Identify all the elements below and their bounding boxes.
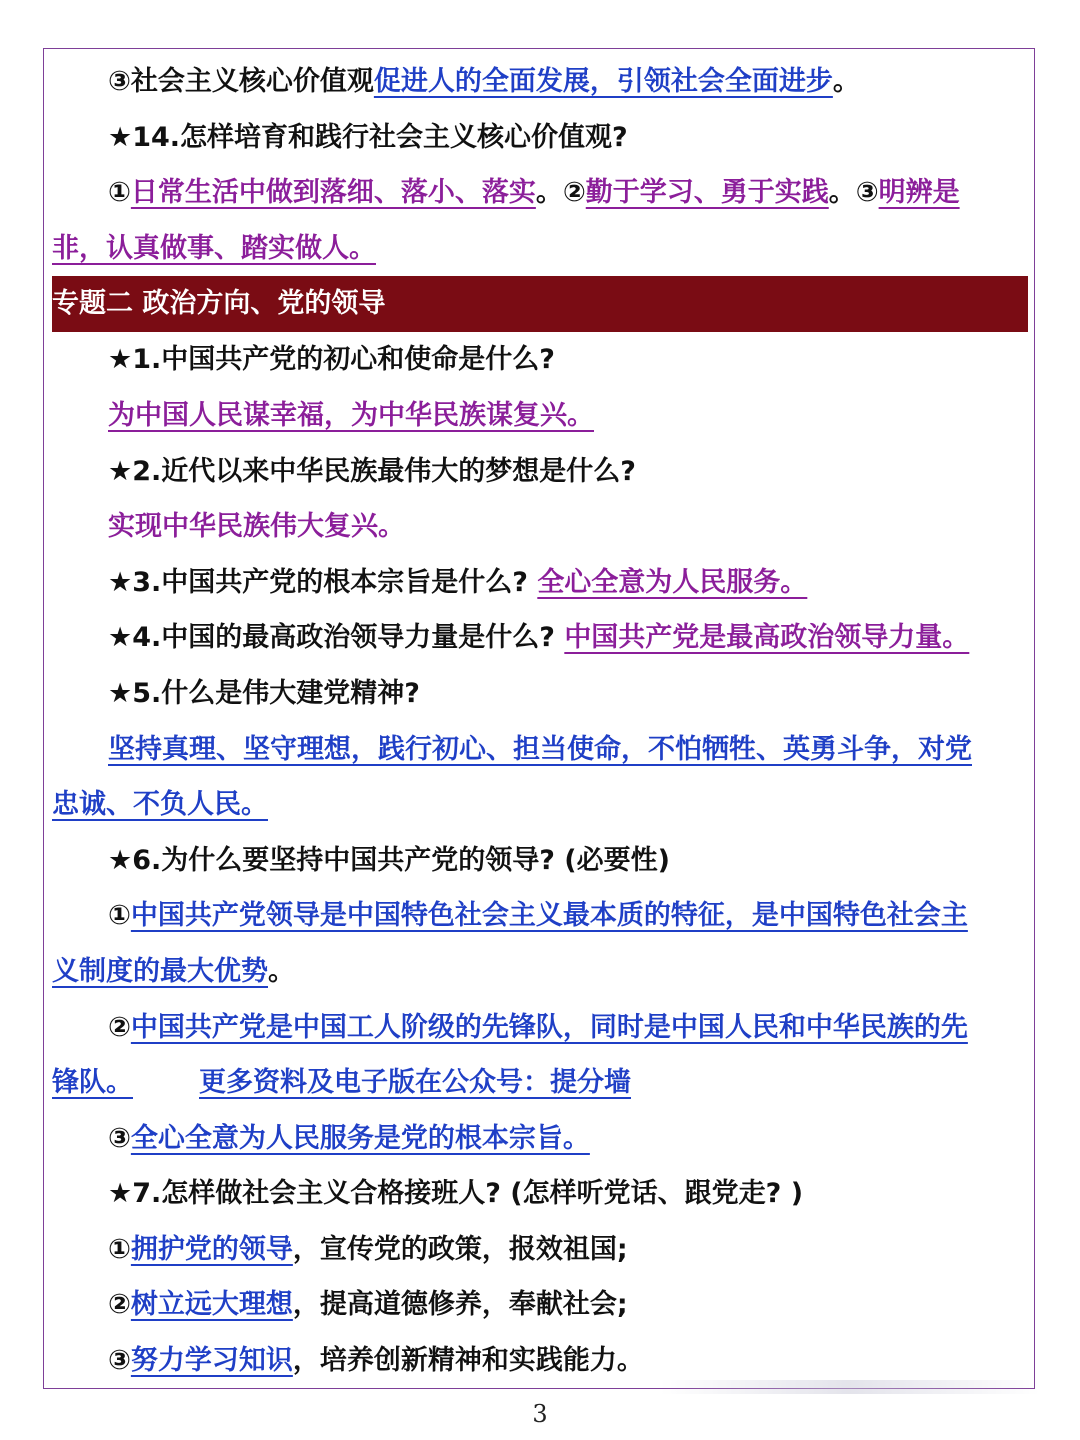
- key-point-blue: 中国共产党领导是中国特色社会主义最本质的特征，是中国特色社会主: [130, 900, 968, 932]
- key-point-purple: 全心全意为人民服务。: [537, 566, 808, 598]
- key-point-purple: 明辨是: [878, 177, 960, 209]
- text-line: [52, 1166, 1028, 1222]
- text-line: [52, 110, 1028, 166]
- text-line: [52, 1277, 1028, 1333]
- watermark-smudge: [660, 1380, 1040, 1394]
- body-text: ③社会主义核心价值观: [108, 66, 374, 97]
- text-line: [52, 833, 1028, 889]
- body-text: ★7.怎样做社会主义合格接班人? (怎样听党话、跟党走? ): [108, 1178, 804, 1210]
- body-text: 。②: [535, 177, 586, 209]
- body-text: ①: [108, 177, 131, 209]
- text-line: [52, 777, 1028, 833]
- body-text: 。: [268, 955, 295, 987]
- text-line: [52, 610, 1028, 666]
- body-text: ③: [108, 1122, 131, 1154]
- body-text: ★2.近代以来中华民族最伟大的梦想是什么?: [108, 455, 636, 487]
- section-heading: 专题二 政治方向、党的领导: [52, 276, 1028, 332]
- key-point-blue: 坚持真理、坚守理想，践行初心、担当使命，不怕牺牲、英勇斗争，对党: [108, 733, 972, 765]
- text-line: [52, 1055, 1028, 1111]
- body-text: ★4.中国的最高政治领导力量是什么?: [108, 622, 565, 654]
- body-text: 。③: [828, 177, 879, 209]
- body-text: ①: [108, 1233, 131, 1265]
- body-text: ★6.为什么要坚持中国共产党的领导? (必要性): [108, 844, 670, 876]
- key-point-blue: 义制度的最大优势: [52, 955, 268, 987]
- body-text: 。: [832, 66, 860, 97]
- text-line: [52, 944, 1028, 1000]
- key-point-blue: 拥护党的领导: [130, 1233, 293, 1265]
- key-point-blue: 中国共产党是中国工人阶级的先锋队，同时是中国人民和中华民族的先: [130, 1011, 968, 1043]
- page-number: 3: [532, 1400, 548, 1428]
- body-text: ，培养创新精神和实践能力。: [292, 1345, 644, 1377]
- text-line: [52, 388, 1028, 444]
- body-text: ①: [108, 900, 131, 932]
- body-text: ，提高道德修养，奉献社会;: [292, 1289, 628, 1321]
- text-line: [52, 722, 1028, 778]
- body-text: ②: [108, 1011, 131, 1043]
- text-line: [52, 1222, 1028, 1278]
- body-text: ，宣传党的政策，报效祖国;: [292, 1233, 628, 1265]
- key-point-purple: 日常生活中做到落细、落小、落实: [130, 177, 536, 209]
- text-line: [52, 332, 1028, 388]
- text-line: [52, 165, 1028, 221]
- key-point-blue: 努力学习知识: [130, 1345, 293, 1377]
- text-line: [52, 666, 1028, 722]
- key-point-purple: 中国共产党是最高政治领导力量。: [564, 622, 970, 654]
- key-point-blue: 忠诚、不负人民。: [52, 789, 268, 821]
- document-body: [52, 54, 1028, 1389]
- body-text: ★14.怎样培育和践行社会主义核心价值观?: [108, 121, 628, 153]
- key-point-purple: 为中国人民谋幸福，为中华民族谋复兴。: [108, 399, 594, 431]
- key-point-purple: 非，认真做事、踏实做人。: [52, 232, 376, 264]
- key-point-blue: 全心全意为人民服务是党的根本宗旨。: [130, 1122, 590, 1154]
- key-point-blue: 促进人的全面发展，引领社会全面进步: [373, 66, 833, 97]
- key-point-purple: 勤于学习、勇于实践: [585, 177, 829, 209]
- text-line: [52, 1111, 1028, 1167]
- text-line: [52, 499, 1028, 555]
- body-text: ★1.中国共产党的初心和使命是什么?: [108, 344, 555, 376]
- answer-text: 实现中华民族伟大复兴。: [108, 511, 405, 543]
- text-line: [52, 444, 1028, 500]
- body-text: ★5.什么是伟大建党精神?: [108, 677, 420, 709]
- text-line: [52, 555, 1028, 611]
- body-text: ②: [108, 1289, 131, 1321]
- body-text: ★3.中国共产党的根本宗旨是什么?: [108, 566, 538, 598]
- text-line: [52, 888, 1028, 944]
- key-point-blue: 锋队。: [52, 1067, 133, 1099]
- text-line: [52, 221, 1028, 277]
- text-line: [52, 54, 1028, 110]
- text-line: [52, 1000, 1028, 1056]
- key-point-blue: 更多资料及电子版在公众号：提分墙: [199, 1067, 631, 1099]
- body-text: ③: [108, 1345, 131, 1377]
- key-point-blue: 树立远大理想: [130, 1289, 293, 1321]
